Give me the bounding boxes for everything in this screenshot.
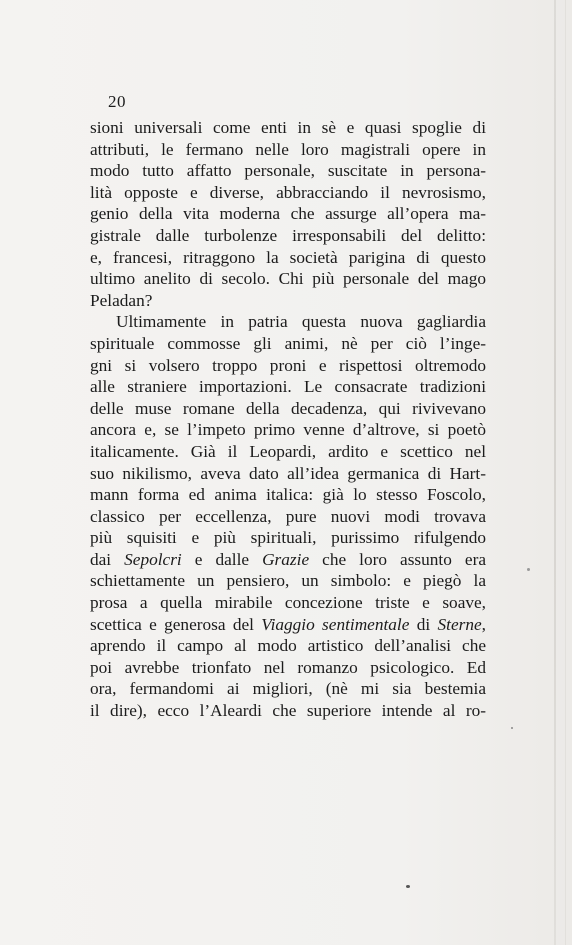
page-number: 20 xyxy=(108,92,126,111)
text-line: modo tutto affatto personale, suscitate in persona- xyxy=(90,161,486,181)
page-edge-shadow xyxy=(554,0,556,945)
text-line: spirituale commosse gli animi, nè per ciò l’inge- xyxy=(90,333,486,353)
text-line-with-titles xyxy=(90,549,486,571)
italic-title-grazie: Grazie xyxy=(262,549,310,569)
text-line: sioni universali come enti in sè e quasi spoglie di xyxy=(90,118,486,137)
paragraph-start-line: Ultimamente in patria questa nuova gagliardia xyxy=(116,312,486,332)
text-fragment: dai xyxy=(90,549,125,569)
text-line: e, francesi, ritraggono la società parigina di questo xyxy=(90,247,486,267)
text-line: lità opposte e diverse, abbracciando il nevrosismo, xyxy=(90,182,486,202)
paper-speck xyxy=(511,727,513,729)
text-line: alle straniere importazioni. Le consacrate tradizioni xyxy=(90,377,486,397)
text-line: classico per eccellenza, pure nuovi modi trovava xyxy=(90,506,486,526)
text-line: poi avrebbe trionfato nel romanzo psicologico. Ed xyxy=(90,657,486,677)
text-line: il dire), ecco l’Aleardi che superiore intende al ro- xyxy=(90,701,486,721)
text-line: genio della vita moderna che assurge all’opera ma- xyxy=(90,204,486,224)
text-line: più squisiti e più spirituali, purissimo rifulgendo xyxy=(90,528,486,548)
text-line: ancora e, se l’impeto primo venne d’altrove, si poetò xyxy=(90,420,486,440)
text-fragment: di xyxy=(409,614,438,634)
text-line: gistrale dalle turbolenze irresponsabili del delitto: xyxy=(90,225,486,245)
text-line: delle muse romane della decadenza, qui rivivevano xyxy=(90,398,486,418)
text-line-with-titles xyxy=(90,614,486,636)
text-line: ora, fermandomi ai migliori, (nè mi sia bestemia xyxy=(90,679,486,699)
text-line: attributi, le fermano nelle loro magistrali opere in xyxy=(90,139,486,159)
text-fragment: e dalle xyxy=(181,549,263,569)
paper-speck xyxy=(527,568,530,571)
text-fragment: scettica e generosa del xyxy=(90,614,262,634)
text-line: mann forma ed anima italica: già lo stesso Foscolo, xyxy=(90,485,486,505)
text-line: gni si volsero troppo proni e rispettosi oltremodo xyxy=(90,355,486,375)
text-line: suo nikilismo, aveva dato all’idea germanica di Hart- xyxy=(90,463,486,483)
text-line: prosa a quella mirabile concezione triste e soave, xyxy=(90,593,486,613)
paper-speck xyxy=(406,885,410,888)
body-text xyxy=(90,117,486,722)
text-line: schiettamente un pensiero, un simbolo: e piegò la xyxy=(90,571,486,591)
text-line: Peladan? xyxy=(90,290,153,310)
text-line: aprendo il campo al modo artistico dell’analisi che xyxy=(90,636,486,656)
text-line: italicamente. Già il Leopardi, ardito e scettico nel xyxy=(90,441,486,461)
text-fragment: , xyxy=(481,614,486,634)
text-line: ultimo anelito di secolo. Chi più personale del mago xyxy=(90,269,486,289)
text-fragment: che loro assunto era xyxy=(309,549,486,569)
italic-title-sepolcri: Sepolcri xyxy=(124,549,182,569)
italic-name-sterne: Sterne xyxy=(437,614,482,634)
italic-title-viaggio: Viaggio sentimentale xyxy=(261,614,410,634)
page-edge-line xyxy=(565,0,566,945)
